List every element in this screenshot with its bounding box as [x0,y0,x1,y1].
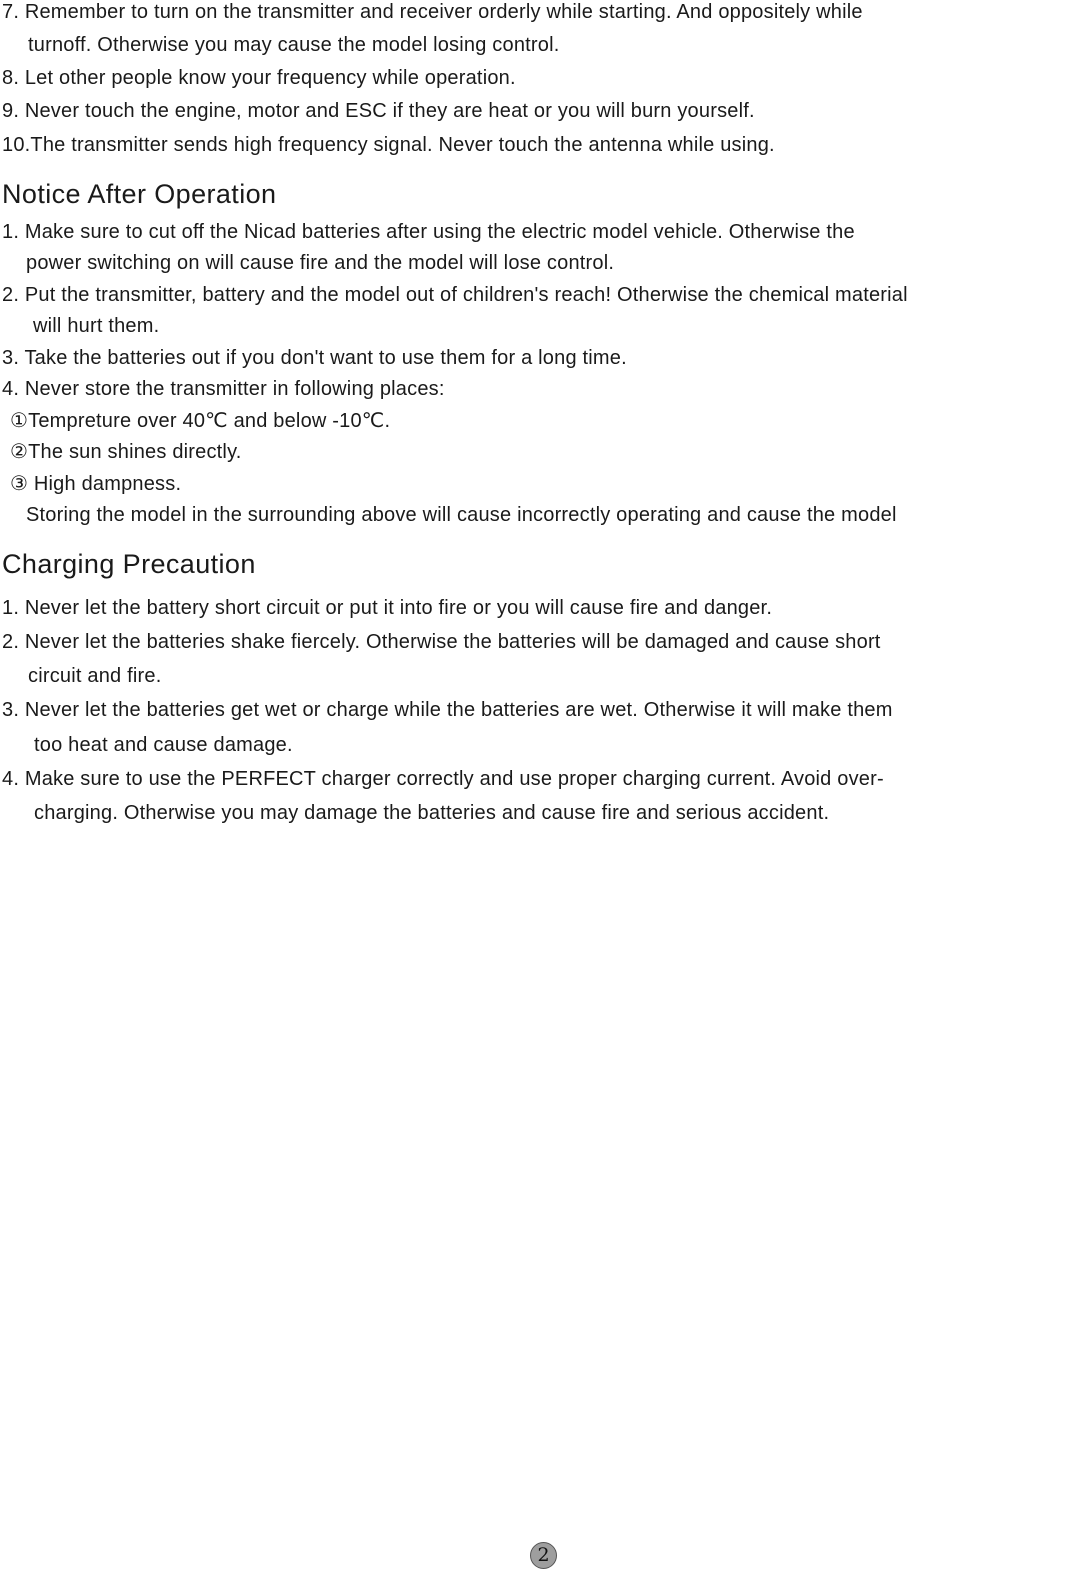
usage-note-line: 9. Never touch the engine, motor and ESC if they are heat or you will burn yourself. [2,100,755,122]
charging-line: circuit and fire. [28,665,162,687]
after-operation-line: ③ High dampness. [10,473,182,495]
charging-line: 1. Never let the battery short circuit or put it into fire or you will cause fire and danger. [2,597,773,619]
after-operation-line: ①Tempreture over 40℃ and below -10℃. [10,410,391,432]
charging-line: 3. Never let the batteries get wet or charge while the batteries are wet. Otherwise it will make them [2,699,893,721]
charging-line: 4. Make sure to use the PERFECT charger correctly and use proper charging current. Avoid over- [2,768,884,790]
section-heading-after-operation: Notice After Operation [2,179,277,209]
usage-note-line: 10.The transmitter sends high frequency signal. Never touch the antenna while using. [2,134,775,156]
after-operation-line: 4. Never store the transmitter in following places: [2,378,445,400]
section-heading-charging: Charging Precaution [2,549,256,579]
usage-note-line: turnoff. Otherwise you may cause the model losing control. [28,34,560,56]
after-operation-line: power switching on will cause fire and the model will lose control. [26,252,615,274]
usage-note-line: 8. Let other people know your frequency while operation. [2,67,516,89]
after-operation-line: 3. Take the batteries out if you don't want to use them for a long time. [2,347,627,369]
after-operation-line: will hurt them. [33,315,160,337]
after-operation-line: Storing the model in the surrounding above will cause incorrectly operating and cause the model [26,504,897,526]
usage-note-line: 7. Remember to turn on the transmitter and receiver orderly while starting. And oppositely while [2,1,863,23]
page-number-badge: 2 [530,1542,557,1569]
after-operation-line: 1. Make sure to cut off the Nicad batteries after using the electric model vehicle. Otherwise the [2,221,855,243]
charging-line: too heat and cause damage. [34,734,293,756]
after-operation-line: 2. Put the transmitter, battery and the model out of children's reach! Otherwise the chemical material [2,284,908,306]
charging-line: charging. Otherwise you may damage the batteries and cause fire and serious accident. [34,802,830,824]
after-operation-line: ②The sun shines directly. [10,441,242,463]
charging-line: 2. Never let the batteries shake fiercely. Otherwise the batteries will be damaged and cause short [2,631,881,653]
